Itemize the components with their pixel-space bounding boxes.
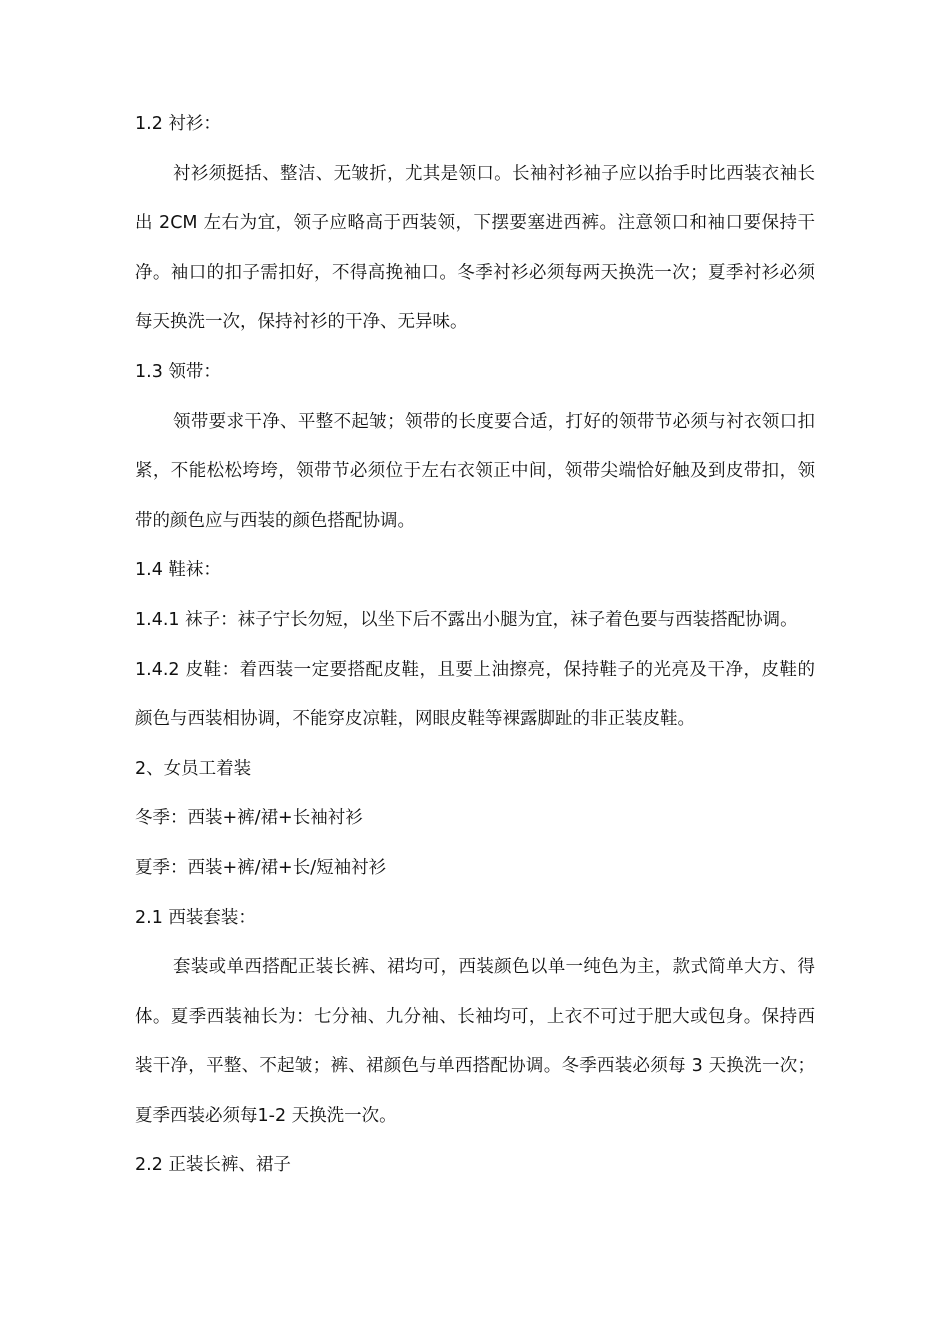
paragraph-tie: 领带要求干净、平整不起皱；领带的长度要合适，打好的领带节必须与衬衣领口扣紧，不能松松垮垮，领带节必须位于左右衣领正中间，领带尖端恰好触及到皮带扣，领带的颜色应与西装的颜色搭配协调。 (135, 411, 815, 531)
section-heading-female-dress: 2、女员工着装 (135, 758, 252, 779)
document-page (135, 100, 815, 1191)
section-heading-shoes-socks: 1.4 鞋袜： (135, 560, 221, 581)
section-heading-trousers-skirt: 2.2 正装长裤、裙子 (135, 1155, 291, 1176)
paragraph-socks: 1.4.1 袜子：袜子宁长勿短，以坐下后不露出小腿为宜，袜子着色要与西装搭配协调。 (135, 609, 798, 630)
paragraph-leather-shoes: 1.4.2 皮鞋：着西装一定要搭配皮鞋，且要上油擦亮，保持鞋子的光亮及干净，皮鞋的颜色与西装相协调，不能穿皮凉鞋，网眼皮鞋等裸露脚趾的非正装皮鞋。 (135, 659, 815, 730)
paragraph-shirt: 衬衫须挺括、整洁、无皱折，尤其是领口。长袖衬衫袖子应以抬手时比西装衣袖长出 2CM 左右为宜，领子应略高于西装领，下摆要塞进西裤。注意领口和袖口要保持干净。袖口的扣子需扣好，不得高挽袖口。冬季衬衫必须每两天换洗一次；夏季衬衫必须每天换洗一次，保持衬衫的干净、无异味。 (135, 163, 815, 333)
winter-dress-line: 冬季：西装+裤/裙+长袖衬衫 (135, 808, 363, 829)
section-heading-suit: 2.1 西装套装： (135, 907, 256, 928)
paragraph-suit: 套装或单西搭配正装长裤、裙均可，西装颜色以单一纯色为主，款式简单大方、得体。夏季西装袖长为：七分袖、九分袖、长袖均可，上衣不可过于肥大或包身。保持西装干净，平整、不起皱；裤、裙颜色与单西搭配协调。冬季西装必须每 3 天换洗一次；夏季西装必须每1-2 天换洗一次。 (135, 957, 815, 1126)
section-heading-shirt: 1.2 衬衫： (135, 114, 221, 134)
summer-dress-line: 夏季：西装+裤/裙+长/短袖衬衫 (135, 857, 387, 878)
section-heading-tie: 1.3 领带： (135, 361, 221, 382)
